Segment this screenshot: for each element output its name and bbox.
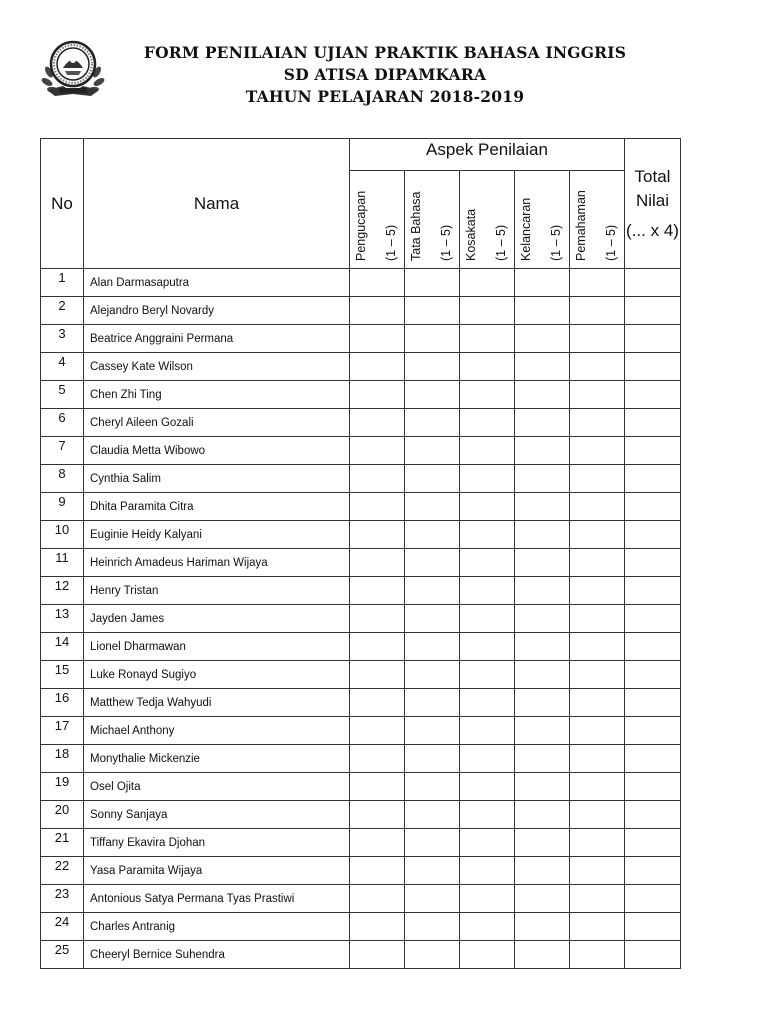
score-cell-aspect-1[interactable] bbox=[350, 913, 405, 941]
score-cell-aspect-3[interactable] bbox=[460, 773, 515, 801]
score-cell-aspect-2[interactable] bbox=[405, 941, 460, 969]
score-cell-aspect-4[interactable] bbox=[515, 605, 570, 633]
score-cell-aspect-3[interactable] bbox=[460, 605, 515, 633]
score-cell-aspect-5[interactable] bbox=[570, 269, 625, 297]
score-cell-aspect-1[interactable] bbox=[350, 325, 405, 353]
aspect-name: Pemahaman bbox=[574, 190, 588, 261]
student-name: Claudia Metta Wibowo bbox=[84, 437, 350, 465]
score-cell-aspect-2[interactable] bbox=[405, 605, 460, 633]
title-line-2: SD ATISA DIPAMKARA bbox=[283, 65, 487, 84]
student-name: Chen Zhi Ting bbox=[84, 381, 350, 409]
score-cell-aspect-1[interactable] bbox=[350, 577, 405, 605]
score-cell-aspect-3[interactable] bbox=[460, 381, 515, 409]
aspect-header-5 bbox=[570, 171, 625, 269]
aspect-name: Pengucapan bbox=[354, 190, 368, 261]
total-score-cell[interactable] bbox=[625, 353, 681, 381]
score-cell-aspect-3[interactable] bbox=[460, 297, 515, 325]
score-cell-aspect-4[interactable] bbox=[515, 885, 570, 913]
total-score-cell[interactable] bbox=[625, 493, 681, 521]
score-cell-aspect-5[interactable] bbox=[570, 297, 625, 325]
total-score-cell[interactable] bbox=[625, 885, 681, 913]
score-cell-aspect-5[interactable] bbox=[570, 913, 625, 941]
score-cell-aspect-1[interactable] bbox=[350, 605, 405, 633]
score-cell-aspect-1[interactable] bbox=[350, 941, 405, 969]
score-cell-aspect-1[interactable] bbox=[350, 857, 405, 885]
total-score-cell[interactable] bbox=[625, 829, 681, 857]
table-row bbox=[41, 745, 681, 773]
score-cell-aspect-4[interactable] bbox=[515, 353, 570, 381]
title-line-1: FORM PENILAIAN UJIAN PRAKTIK BAHASA INGGRIS bbox=[143, 43, 627, 62]
score-cell-aspect-1[interactable] bbox=[350, 633, 405, 661]
student-name: Sonny Sanjaya bbox=[84, 801, 350, 829]
student-name: Michael Anthony bbox=[84, 717, 350, 745]
score-cell-aspect-3[interactable] bbox=[460, 661, 515, 689]
total-score-cell[interactable] bbox=[625, 437, 681, 465]
student-name: Euginie Heidy Kalyani bbox=[84, 521, 350, 549]
score-cell-aspect-2[interactable] bbox=[405, 493, 460, 521]
total-score-cell[interactable] bbox=[625, 913, 681, 941]
score-cell-aspect-2[interactable] bbox=[405, 829, 460, 857]
table-row bbox=[41, 381, 681, 409]
form-title bbox=[120, 42, 650, 108]
score-cell-aspect-1[interactable] bbox=[350, 549, 405, 577]
student-name: Cheryl Aileen Gozali bbox=[84, 409, 350, 437]
row-number: 6 bbox=[41, 409, 84, 437]
total-score-cell[interactable] bbox=[625, 465, 681, 493]
total-score-cell[interactable] bbox=[625, 381, 681, 409]
table-row bbox=[41, 857, 681, 885]
score-cell-aspect-1[interactable] bbox=[350, 465, 405, 493]
row-number: 5 bbox=[41, 381, 84, 409]
table-row bbox=[41, 913, 681, 941]
aspect-header-3 bbox=[460, 171, 515, 269]
score-cell-aspect-5[interactable] bbox=[570, 549, 625, 577]
row-number: 16 bbox=[41, 689, 84, 717]
table-row bbox=[41, 829, 681, 857]
table-row bbox=[41, 577, 681, 605]
score-cell-aspect-5[interactable] bbox=[570, 465, 625, 493]
student-name: Alejandro Beryl Novardy bbox=[84, 297, 350, 325]
score-cell-aspect-1[interactable] bbox=[350, 885, 405, 913]
score-cell-aspect-4[interactable] bbox=[515, 521, 570, 549]
score-cell-aspect-5[interactable] bbox=[570, 493, 625, 521]
total-score-cell[interactable] bbox=[625, 269, 681, 297]
score-cell-aspect-3[interactable] bbox=[460, 549, 515, 577]
student-name: Lionel Dharmawan bbox=[84, 633, 350, 661]
student-name: Tiffany Ekavira Djohan bbox=[84, 829, 350, 857]
student-name: Dhita Paramita Citra bbox=[84, 493, 350, 521]
table-row bbox=[41, 437, 681, 465]
total-score-cell[interactable] bbox=[625, 773, 681, 801]
total-formula: (... x 4) bbox=[626, 220, 679, 240]
score-cell-aspect-2[interactable] bbox=[405, 521, 460, 549]
table-row bbox=[41, 465, 681, 493]
score-cell-aspect-2[interactable] bbox=[405, 689, 460, 717]
row-number: 22 bbox=[41, 857, 84, 885]
total-score-cell[interactable] bbox=[625, 409, 681, 437]
table-row bbox=[41, 661, 681, 689]
total-score-cell[interactable] bbox=[625, 633, 681, 661]
score-cell-aspect-2[interactable] bbox=[405, 381, 460, 409]
score-cell-aspect-5[interactable] bbox=[570, 633, 625, 661]
score-cell-aspect-4[interactable] bbox=[515, 745, 570, 773]
score-cell-aspect-3[interactable] bbox=[460, 801, 515, 829]
total-label: Total bbox=[634, 166, 671, 186]
score-cell-aspect-4[interactable] bbox=[515, 437, 570, 465]
score-cell-aspect-2[interactable] bbox=[405, 857, 460, 885]
student-name: Matthew Tedja Wahyudi bbox=[84, 689, 350, 717]
score-cell-aspect-4[interactable] bbox=[515, 409, 570, 437]
row-number: 2 bbox=[41, 297, 84, 325]
score-cell-aspect-4[interactable] bbox=[515, 297, 570, 325]
student-name: Heinrich Amadeus Hariman Wijaya bbox=[84, 549, 350, 577]
score-cell-aspect-4[interactable] bbox=[515, 269, 570, 297]
score-cell-aspect-3[interactable] bbox=[460, 885, 515, 913]
total-score-cell[interactable] bbox=[625, 605, 681, 633]
score-cell-aspect-1[interactable] bbox=[350, 409, 405, 437]
score-cell-aspect-4[interactable] bbox=[515, 717, 570, 745]
score-cell-aspect-2[interactable] bbox=[405, 633, 460, 661]
score-cell-aspect-2[interactable] bbox=[405, 353, 460, 381]
row-number: 18 bbox=[41, 745, 84, 773]
row-number: 4 bbox=[41, 353, 84, 381]
score-cell-aspect-1[interactable] bbox=[350, 745, 405, 773]
score-cell-aspect-3[interactable] bbox=[460, 465, 515, 493]
row-number: 1 bbox=[41, 269, 84, 297]
score-cell-aspect-3[interactable] bbox=[460, 717, 515, 745]
score-cell-aspect-1[interactable] bbox=[350, 801, 405, 829]
student-name: Yasa Paramita Wijaya bbox=[84, 857, 350, 885]
score-cell-aspect-2[interactable] bbox=[405, 437, 460, 465]
header-nama: Nama bbox=[84, 139, 350, 269]
student-name: Charles Antranig bbox=[84, 913, 350, 941]
aspect-header-1 bbox=[350, 171, 405, 269]
row-number: 19 bbox=[41, 773, 84, 801]
school-emblem-logo bbox=[41, 38, 105, 100]
score-cell-aspect-2[interactable] bbox=[405, 409, 460, 437]
aspect-range: (1 – 5) bbox=[604, 224, 618, 261]
header-aspek-penilaian: Aspek Penilaian bbox=[350, 139, 625, 171]
score-cell-aspect-3[interactable] bbox=[460, 857, 515, 885]
nilai-label: Nilai bbox=[635, 190, 670, 210]
score-cell-aspect-3[interactable] bbox=[460, 829, 515, 857]
score-cell-aspect-1[interactable] bbox=[350, 521, 405, 549]
aspect-range: (1 – 5) bbox=[549, 224, 563, 261]
aspect-name: Kosakata bbox=[464, 208, 478, 261]
score-cell-aspect-5[interactable] bbox=[570, 437, 625, 465]
row-number: 14 bbox=[41, 633, 84, 661]
student-name: Monythalie Mickenzie bbox=[84, 745, 350, 773]
score-cell-aspect-4[interactable] bbox=[515, 913, 570, 941]
score-cell-aspect-1[interactable] bbox=[350, 829, 405, 857]
row-number: 25 bbox=[41, 941, 84, 969]
score-cell-aspect-4[interactable] bbox=[515, 549, 570, 577]
assessment-table bbox=[40, 138, 681, 969]
aspect-header-4 bbox=[515, 171, 570, 269]
score-cell-aspect-2[interactable] bbox=[405, 577, 460, 605]
score-cell-aspect-2[interactable] bbox=[405, 661, 460, 689]
score-cell-aspect-5[interactable] bbox=[570, 829, 625, 857]
score-cell-aspect-5[interactable] bbox=[570, 885, 625, 913]
row-number: 7 bbox=[41, 437, 84, 465]
score-cell-aspect-2[interactable] bbox=[405, 297, 460, 325]
student-name: Alan Darmasaputra bbox=[84, 269, 350, 297]
score-cell-aspect-4[interactable] bbox=[515, 661, 570, 689]
score-cell-aspect-5[interactable] bbox=[570, 409, 625, 437]
row-number: 15 bbox=[41, 661, 84, 689]
header-total-nilai bbox=[625, 139, 681, 269]
table-row bbox=[41, 633, 681, 661]
aspect-range: (1 – 5) bbox=[384, 224, 398, 261]
score-cell-aspect-4[interactable] bbox=[515, 633, 570, 661]
score-cell-aspect-3[interactable] bbox=[460, 493, 515, 521]
score-cell-aspect-4[interactable] bbox=[515, 773, 570, 801]
score-cell-aspect-3[interactable] bbox=[460, 325, 515, 353]
total-score-cell[interactable] bbox=[625, 717, 681, 745]
row-number: 21 bbox=[41, 829, 84, 857]
score-cell-aspect-4[interactable] bbox=[515, 493, 570, 521]
score-cell-aspect-4[interactable] bbox=[515, 325, 570, 353]
score-cell-aspect-5[interactable] bbox=[570, 745, 625, 773]
score-cell-aspect-3[interactable] bbox=[460, 521, 515, 549]
total-score-cell[interactable] bbox=[625, 521, 681, 549]
score-cell-aspect-3[interactable] bbox=[460, 437, 515, 465]
table-row bbox=[41, 941, 681, 969]
score-cell-aspect-1[interactable] bbox=[350, 297, 405, 325]
score-cell-aspect-2[interactable] bbox=[405, 913, 460, 941]
score-cell-aspect-2[interactable] bbox=[405, 269, 460, 297]
score-cell-aspect-5[interactable] bbox=[570, 577, 625, 605]
score-cell-aspect-3[interactable] bbox=[460, 689, 515, 717]
score-cell-aspect-4[interactable] bbox=[515, 801, 570, 829]
student-name: Beatrice Anggraini Permana bbox=[84, 325, 350, 353]
score-cell-aspect-4[interactable] bbox=[515, 941, 570, 969]
score-cell-aspect-3[interactable] bbox=[460, 941, 515, 969]
total-score-cell[interactable] bbox=[625, 661, 681, 689]
table-row bbox=[41, 269, 681, 297]
row-number: 20 bbox=[41, 801, 84, 829]
score-cell-aspect-3[interactable] bbox=[460, 577, 515, 605]
aspect-range: (1 – 5) bbox=[494, 224, 508, 261]
score-cell-aspect-5[interactable] bbox=[570, 689, 625, 717]
score-cell-aspect-3[interactable] bbox=[460, 409, 515, 437]
total-score-cell[interactable] bbox=[625, 801, 681, 829]
score-cell-aspect-4[interactable] bbox=[515, 689, 570, 717]
row-number: 9 bbox=[41, 493, 84, 521]
student-name: Henry Tristan bbox=[84, 577, 350, 605]
total-score-cell[interactable] bbox=[625, 577, 681, 605]
table-row bbox=[41, 493, 681, 521]
score-cell-aspect-5[interactable] bbox=[570, 325, 625, 353]
total-score-cell[interactable] bbox=[625, 857, 681, 885]
score-cell-aspect-3[interactable] bbox=[460, 353, 515, 381]
score-cell-aspect-4[interactable] bbox=[515, 381, 570, 409]
score-cell-aspect-1[interactable] bbox=[350, 437, 405, 465]
total-score-cell[interactable] bbox=[625, 941, 681, 969]
table-row bbox=[41, 325, 681, 353]
score-cell-aspect-5[interactable] bbox=[570, 353, 625, 381]
score-cell-aspect-1[interactable] bbox=[350, 269, 405, 297]
total-score-cell[interactable] bbox=[625, 689, 681, 717]
score-cell-aspect-1[interactable] bbox=[350, 661, 405, 689]
score-cell-aspect-5[interactable] bbox=[570, 381, 625, 409]
score-cell-aspect-1[interactable] bbox=[350, 717, 405, 745]
score-cell-aspect-1[interactable] bbox=[350, 689, 405, 717]
aspect-header-2 bbox=[405, 171, 460, 269]
total-score-cell[interactable] bbox=[625, 549, 681, 577]
student-name: Cassey Kate Wilson bbox=[84, 353, 350, 381]
score-cell-aspect-3[interactable] bbox=[460, 745, 515, 773]
table-row bbox=[41, 353, 681, 381]
row-number: 12 bbox=[41, 577, 84, 605]
score-cell-aspect-2[interactable] bbox=[405, 801, 460, 829]
row-number: 8 bbox=[41, 465, 84, 493]
score-cell-aspect-4[interactable] bbox=[515, 857, 570, 885]
score-cell-aspect-5[interactable] bbox=[570, 521, 625, 549]
score-cell-aspect-2[interactable] bbox=[405, 465, 460, 493]
table-row bbox=[41, 717, 681, 745]
score-cell-aspect-3[interactable] bbox=[460, 269, 515, 297]
table-row bbox=[41, 689, 681, 717]
aspect-name: Kelancaran bbox=[519, 197, 533, 261]
score-cell-aspect-4[interactable] bbox=[515, 465, 570, 493]
score-cell-aspect-3[interactable] bbox=[460, 633, 515, 661]
score-cell-aspect-5[interactable] bbox=[570, 773, 625, 801]
title-line-3: TAHUN PELAJARAN 2018-2019 bbox=[245, 87, 525, 106]
score-cell-aspect-5[interactable] bbox=[570, 605, 625, 633]
score-cell-aspect-5[interactable] bbox=[570, 717, 625, 745]
table-row bbox=[41, 605, 681, 633]
score-cell-aspect-5[interactable] bbox=[570, 941, 625, 969]
row-number: 3 bbox=[41, 325, 84, 353]
score-cell-aspect-2[interactable] bbox=[405, 745, 460, 773]
student-name: Cynthia Salim bbox=[84, 465, 350, 493]
row-number: 13 bbox=[41, 605, 84, 633]
row-number: 10 bbox=[41, 521, 84, 549]
aspect-name: Tata Bahasa bbox=[409, 191, 423, 261]
score-cell-aspect-2[interactable] bbox=[405, 773, 460, 801]
score-cell-aspect-1[interactable] bbox=[350, 493, 405, 521]
table-row bbox=[41, 521, 681, 549]
row-number: 11 bbox=[41, 549, 84, 577]
score-cell-aspect-2[interactable] bbox=[405, 549, 460, 577]
row-number: 17 bbox=[41, 717, 84, 745]
score-cell-aspect-1[interactable] bbox=[350, 773, 405, 801]
score-cell-aspect-1[interactable] bbox=[350, 381, 405, 409]
score-cell-aspect-2[interactable] bbox=[405, 325, 460, 353]
score-cell-aspect-2[interactable] bbox=[405, 717, 460, 745]
student-name: Cheeryl Bernice Suhendra bbox=[84, 941, 350, 969]
table-row bbox=[41, 885, 681, 913]
total-score-cell[interactable] bbox=[625, 325, 681, 353]
table-row bbox=[41, 409, 681, 437]
score-cell-aspect-5[interactable] bbox=[570, 857, 625, 885]
score-cell-aspect-3[interactable] bbox=[460, 913, 515, 941]
total-score-cell[interactable] bbox=[625, 745, 681, 773]
score-cell-aspect-2[interactable] bbox=[405, 885, 460, 913]
row-number: 23 bbox=[41, 885, 84, 913]
score-cell-aspect-5[interactable] bbox=[570, 661, 625, 689]
total-score-cell[interactable] bbox=[625, 297, 681, 325]
student-name: Antonious Satya Permana Tyas Prastiwi bbox=[84, 885, 350, 913]
aspect-range: (1 – 5) bbox=[439, 224, 453, 261]
header-no: No bbox=[41, 139, 84, 269]
table-row bbox=[41, 773, 681, 801]
score-cell-aspect-4[interactable] bbox=[515, 577, 570, 605]
table-row bbox=[41, 549, 681, 577]
score-cell-aspect-4[interactable] bbox=[515, 829, 570, 857]
student-name: Luke Ronayd Sugiyo bbox=[84, 661, 350, 689]
table-row bbox=[41, 801, 681, 829]
table-row bbox=[41, 297, 681, 325]
score-cell-aspect-1[interactable] bbox=[350, 353, 405, 381]
student-name: Jayden James bbox=[84, 605, 350, 633]
row-number: 24 bbox=[41, 913, 84, 941]
student-name: Osel Ojita bbox=[84, 773, 350, 801]
score-cell-aspect-5[interactable] bbox=[570, 801, 625, 829]
